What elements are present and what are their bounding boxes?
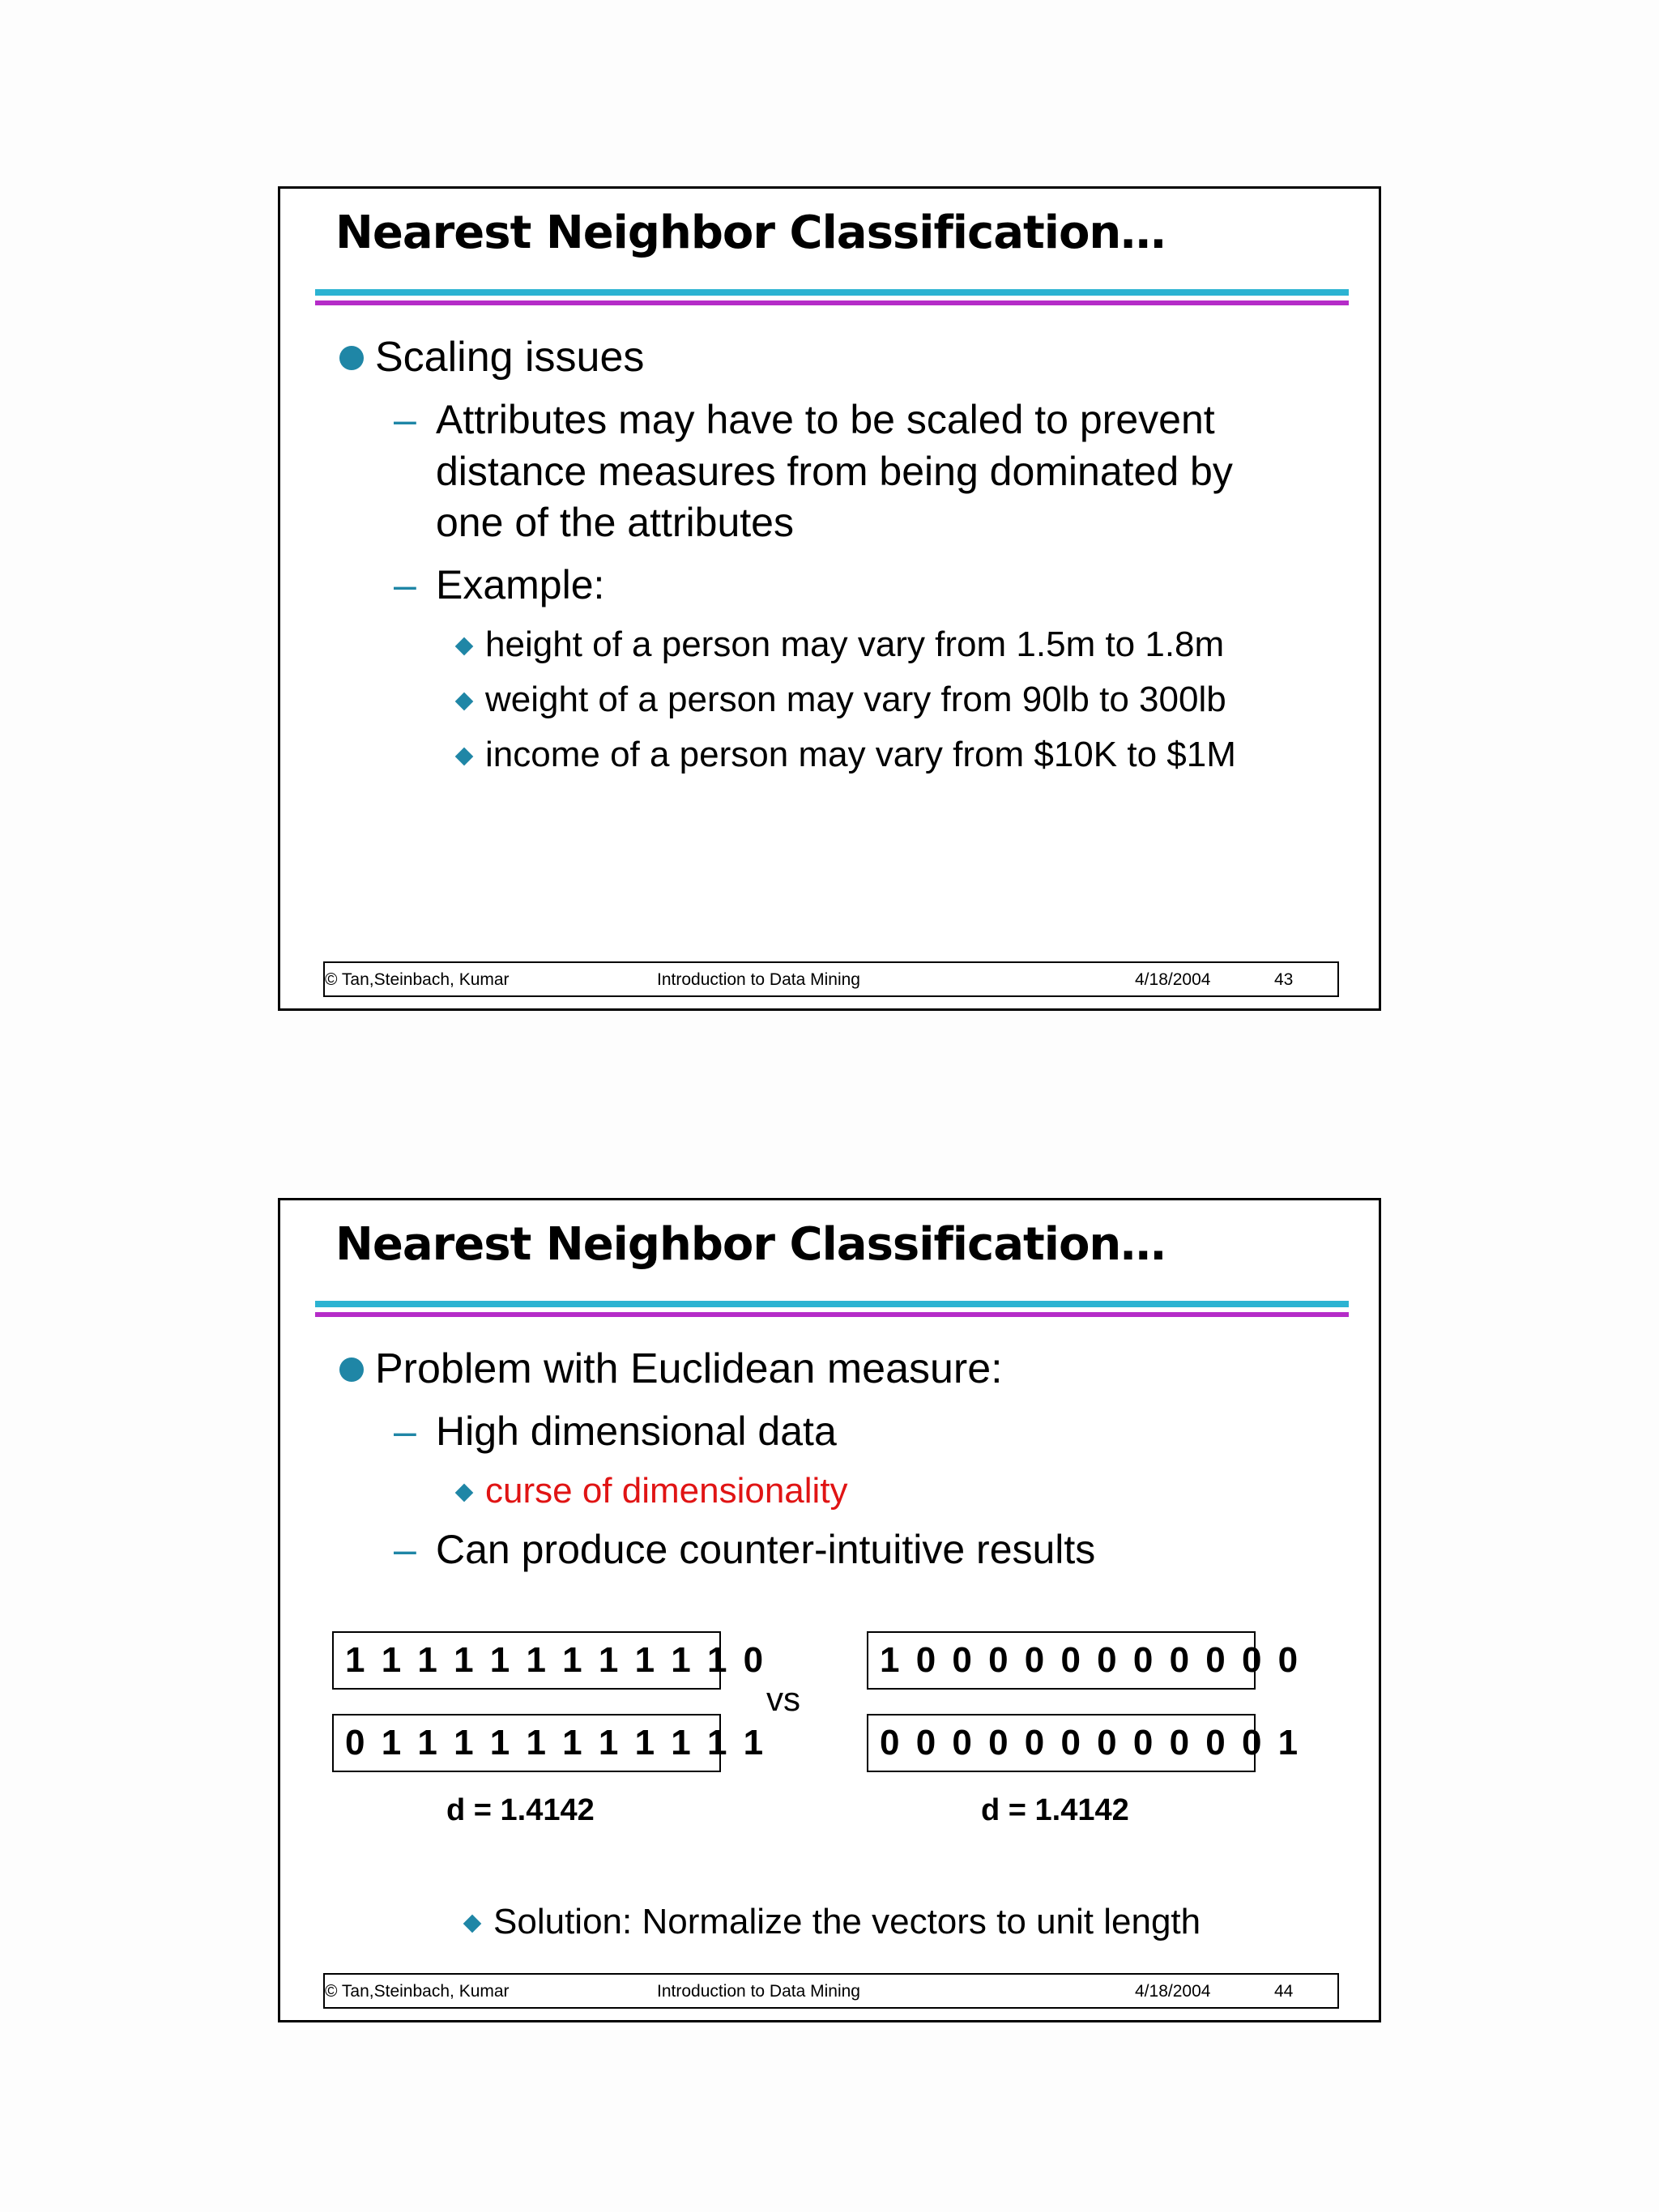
footer-page-number: 44 bbox=[1274, 1982, 1294, 2001]
subitem-high-dimensional bbox=[394, 1408, 837, 1455]
slide-43 bbox=[278, 186, 1381, 1011]
footer-date: 4/18/2004 bbox=[1135, 970, 1211, 989]
dash-icon: – bbox=[394, 397, 416, 442]
subitem-example bbox=[394, 561, 605, 608]
bullet-dot-icon bbox=[339, 346, 364, 370]
example-text: income of a person may vary from $10K to $1M bbox=[485, 735, 1236, 774]
example-text: weight of a person may vary from 90lb to 300lb bbox=[485, 680, 1226, 719]
subitem-line-1: Attributes may have to be scaled to prevent bbox=[436, 397, 1215, 442]
example-text: height of a person may vary from 1.5m to 1.8m bbox=[485, 624, 1225, 664]
footer-course: Introduction to Data Mining bbox=[657, 1982, 860, 2001]
subitem-attributes bbox=[394, 396, 1215, 443]
solution-item bbox=[493, 1902, 1201, 1942]
slide-44 bbox=[278, 1198, 1381, 2022]
example-income bbox=[485, 735, 1236, 775]
title-rule-cyan bbox=[315, 289, 1349, 296]
subitem-text: Can produce counter-intuitive results bbox=[436, 1527, 1096, 1572]
vector-left-bottom: 0 1 1 1 1 1 1 1 1 1 1 1 bbox=[332, 1714, 721, 1772]
slide-footer bbox=[323, 961, 1339, 997]
dash-icon: – bbox=[394, 562, 416, 607]
bullet-dot-icon bbox=[339, 1357, 364, 1382]
subitem-line-2: distance measures from being dominated by bbox=[436, 449, 1233, 494]
footer-page-number: 43 bbox=[1274, 970, 1294, 989]
footer-course: Introduction to Data Mining bbox=[657, 970, 860, 989]
title-rule-magenta bbox=[315, 1312, 1349, 1317]
dash-icon: – bbox=[394, 1409, 416, 1454]
vector-left-top: 1 1 1 1 1 1 1 1 1 1 1 0 bbox=[332, 1631, 721, 1690]
dash-icon: – bbox=[394, 1527, 416, 1572]
title-rule-magenta bbox=[315, 300, 1349, 305]
slide-title: Nearest Neighbor Classification… bbox=[335, 1218, 1166, 1271]
vs-label: vs bbox=[766, 1680, 800, 1718]
curse-of-dimensionality bbox=[485, 1471, 848, 1511]
slide-title: Nearest Neighbor Classification… bbox=[335, 207, 1166, 259]
subitem-counter-intuitive bbox=[394, 1526, 1096, 1573]
diamond-bullet-icon bbox=[455, 637, 474, 656]
vector-right-bottom: 0 0 0 0 0 0 0 0 0 0 0 1 bbox=[867, 1714, 1256, 1772]
diamond-bullet-icon bbox=[455, 1484, 474, 1502]
example-label: Example: bbox=[436, 562, 605, 607]
distance-left: d = 1.4142 bbox=[446, 1793, 595, 1827]
bullet-text: Problem with Euclidean measure: bbox=[375, 1345, 1003, 1392]
diamond-bullet-icon bbox=[463, 1915, 482, 1933]
vector-right-top: 1 0 0 0 0 0 0 0 0 0 0 0 bbox=[867, 1631, 1256, 1690]
subitem-line-3: one of the attributes bbox=[436, 500, 794, 545]
title-rule-cyan bbox=[315, 1301, 1349, 1307]
footer-authors: © Tan,Steinbach, Kumar bbox=[325, 970, 510, 989]
example-height bbox=[485, 624, 1224, 665]
diamond-bullet-icon bbox=[455, 748, 474, 766]
slide-footer bbox=[323, 1973, 1339, 2009]
diamond-bullet-icon bbox=[455, 693, 474, 711]
subitem-text: High dimensional data bbox=[436, 1409, 837, 1454]
solution-text: Solution: Normalize the vectors to unit length bbox=[493, 1902, 1201, 1941]
example-weight bbox=[485, 680, 1226, 720]
distance-right: d = 1.4142 bbox=[981, 1793, 1129, 1827]
bullet-text: Scaling issues bbox=[375, 334, 645, 381]
bullet-euclidean-problem bbox=[375, 1345, 1003, 1393]
footer-date: 4/18/2004 bbox=[1135, 1982, 1211, 2001]
subitem-text: curse of dimensionality bbox=[485, 1471, 848, 1511]
bullet-scaling-issues bbox=[375, 333, 644, 381]
footer-authors: © Tan,Steinbach, Kumar bbox=[325, 1982, 510, 2001]
